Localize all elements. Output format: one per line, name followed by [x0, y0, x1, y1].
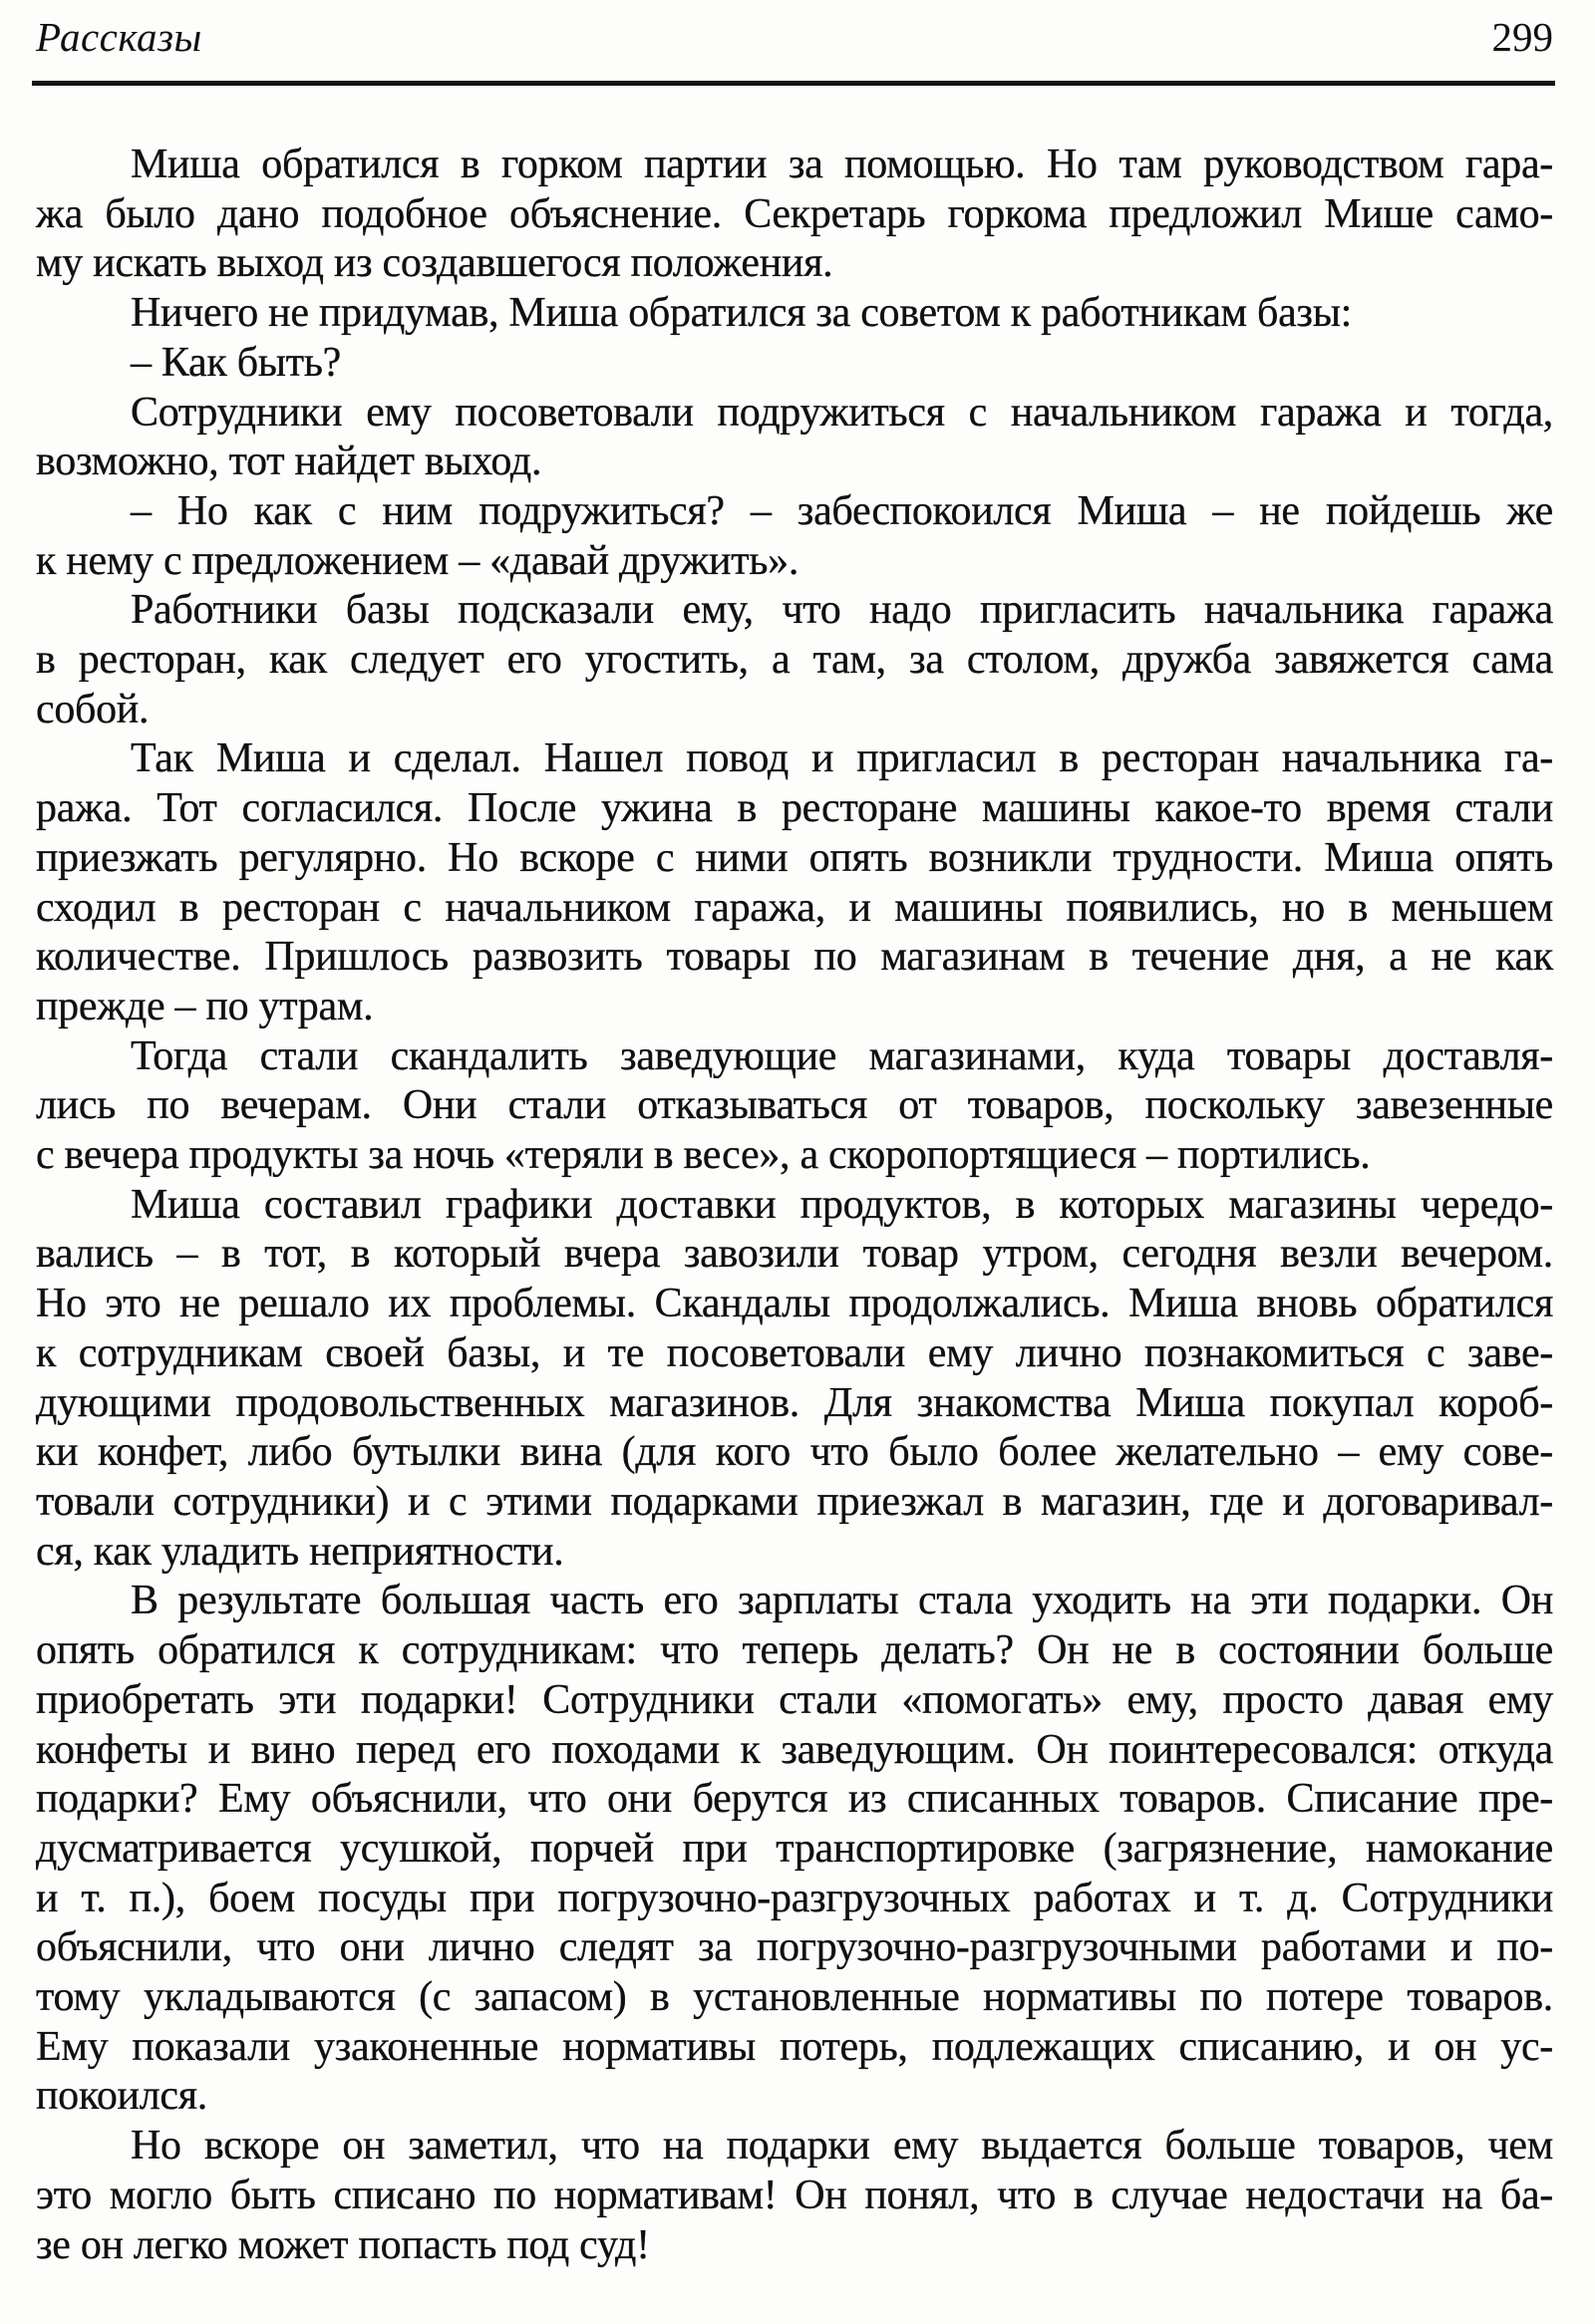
text-line: Ничего не придумав, Миша обратился за советом к работникам базы: — [131, 290, 1353, 337]
paragraph — [36, 1577, 1553, 2122]
text-line: Работники базы подсказали ему, что надо пригласить начальника гаража — [131, 587, 1553, 634]
text-line: подарки? Ему объяснили, что они берутся из списанных товаров. Списание пре- — [36, 1776, 1553, 1823]
text-line: дующими продовольственных магазинов. Для знакомства Миша покупал короб- — [36, 1379, 1553, 1426]
text-line: прежде – по утрам. — [36, 983, 374, 1029]
page-header — [36, 12, 1553, 62]
text-line: к сотрудникам своей базы, и те посоветовали ему лично познакомиться с заве- — [36, 1329, 1553, 1376]
text-line: – Как быть? — [131, 339, 341, 386]
text-line: с вечера продукты за ночь «теряли в весе», а скоропортящиеся – портились. — [36, 1132, 1371, 1179]
text-line: и т. п.), боем посуды при погрузочно-разгрузочных работах и т. д. Сотрудники — [36, 1875, 1553, 1921]
text-line: му искать выход из создавшегося положения. — [36, 240, 833, 287]
text-line: в ресторан, как следует его угостить, а там, за столом, дружба завяжется сама — [36, 637, 1553, 684]
text-line: Так Миша и сделал. Нашел повод и пригласил в ресторан начальника га- — [131, 735, 1553, 782]
text-line: Тогда стали скандалить заведующие магазинами, куда товары доставля- — [131, 1032, 1553, 1079]
text-line: дусматривается усушкой, порчей при транспортировке (загрязнение, намокание — [36, 1825, 1553, 1872]
paragraph — [36, 487, 1553, 586]
running-title: Рассказы — [36, 14, 202, 60]
text-line: ража. Тот согласился. После ужина в ресторане машины какое-то время стали — [36, 785, 1553, 832]
text-line: ки конфет, либо бутылки вина (для кого что было более желательно – ему сове- — [36, 1429, 1553, 1476]
text-line: объяснили, что они лично следят за погрузочно-разгрузочными работами и по- — [36, 1924, 1553, 1971]
paragraph — [36, 289, 1553, 339]
text-line: тому укладываются (с запасом) в установленные нормативы по потере товаров. — [36, 1974, 1553, 2021]
paragraph — [36, 1032, 1553, 1181]
text-line: собой. — [36, 686, 150, 732]
text-line: Миша обратился в горком партии за помощью. Но там руководством гара- — [131, 142, 1553, 187]
text-line: ся, как уладить неприятности. — [36, 1528, 564, 1575]
text-line: опять обратился к сотрудникам: что теперь делать? Он не в состоянии больше — [36, 1627, 1553, 1674]
paragraph — [36, 1181, 1553, 1578]
text-line: приобретать эти подарки! Сотрудники стали «помогать» ему, просто давая ему — [36, 1676, 1553, 1723]
text-line: Миша составил графики доставки продуктов, в которых магазины чередо- — [131, 1181, 1553, 1228]
text-line: к нему с предложением – «давай дружить». — [36, 537, 799, 584]
paragraph — [36, 389, 1553, 487]
text-line: Но вскоре он заметил, что на подарки ему выдается больше товаров, чем — [131, 2123, 1553, 2170]
text-line: Но это не решало их проблемы. Скандалы продолжались. Миша вновь обратился — [36, 1281, 1553, 1327]
text-line: приезжать регулярно. Но вскоре с ними опять возникли трудности. Миша опять — [36, 834, 1553, 881]
text-line: покоился. — [36, 2073, 207, 2120]
text-line: жа было дано подобное объяснение. Секретарь горкома предложил Мише само- — [36, 190, 1553, 237]
text-line: товали сотрудники) и с этими подарками приезжал в магазин, где и договаривал- — [36, 1478, 1553, 1525]
paragraph — [36, 2122, 1553, 2270]
text-line: В результате большая часть его зарплаты стала уходить на эти подарки. Он — [131, 1578, 1553, 1624]
header-rule — [32, 81, 1555, 86]
text-line: – Но как с ним подружиться? – забеспокоился Миша – не пойдешь же — [131, 487, 1553, 534]
text-line: возможно, тот найдет выход. — [36, 438, 542, 485]
page-number: 299 — [1491, 14, 1553, 60]
paragraph — [36, 141, 1553, 289]
text-line: это могло быть списано по нормативам! Он понял, что в случае недостачи на ба- — [36, 2172, 1553, 2218]
story-text — [36, 141, 1553, 2270]
text-line: сходил в ресторан с начальником гаража, и машины появились, но в меньшем — [36, 884, 1553, 931]
text-line: Сотрудники ему посоветовали подружиться с начальником гаража и тогда, — [131, 389, 1553, 436]
text-line: Ему показали узаконенные нормативы потерь, подлежащих списанию, и он ус- — [36, 2023, 1553, 2070]
text-line: зе он легко может попасть под суд! — [36, 2221, 650, 2268]
text-line: лись по вечерам. Они стали отказываться от товаров, поскольку завезенные — [36, 1082, 1553, 1129]
paragraph — [36, 586, 1553, 734]
text-line: конфеты и вино перед его походами к заведующим. Он поинтересовался: откуда — [36, 1726, 1553, 1773]
text-line: количестве. Пришлось развозить товары по магазинам в течение дня, а не как — [36, 934, 1553, 981]
text-line: вались – в тот, в который вчера завозили товар утром, сегодня везли вечером. — [36, 1231, 1553, 1278]
paragraph — [36, 734, 1553, 1031]
paragraph — [36, 339, 1553, 389]
